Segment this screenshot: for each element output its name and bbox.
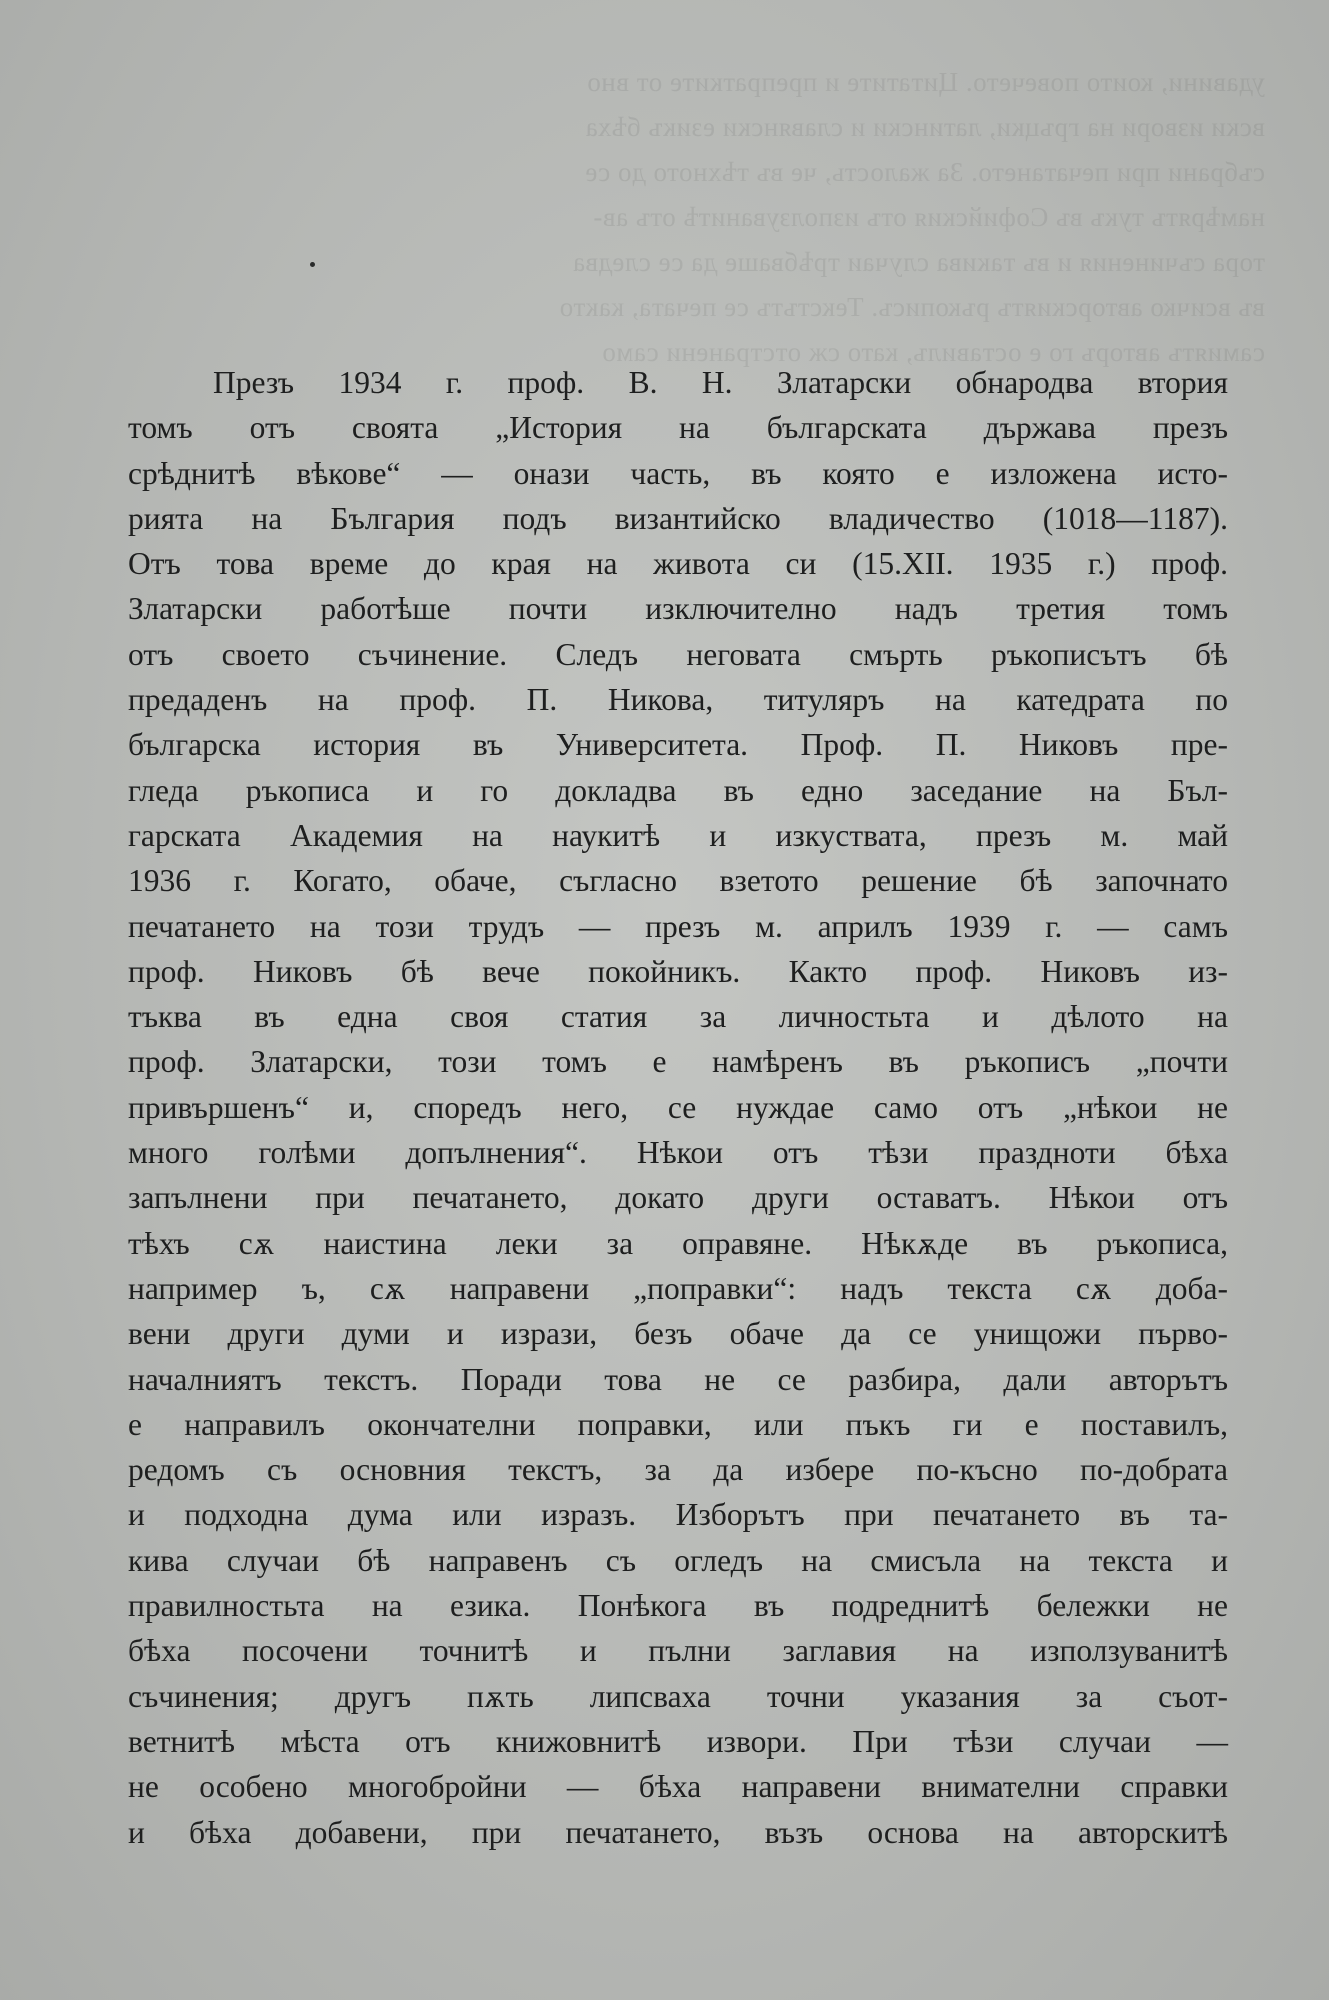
text-line: печатането на този трудъ — презъ м. априлъ 1939 г. — самъ xyxy=(128,908,1228,944)
ghost-line: въ всичко авторскиятъ ръкописъ. Текстътъ се печата, както xyxy=(559,292,1265,322)
text-line: предаденъ на проф. П. Никова, титуляръ на катедрата по xyxy=(128,682,1228,718)
text-line: тѣхъ сѫ наистина леки за оправяне. Нѣкѫде въ ръкописа, xyxy=(128,1225,1228,1261)
text-line: срѣднитѣ вѣкове“ — онази часть, въ която е изложена исто- xyxy=(128,455,1228,491)
ghost-line: събрани при печатането. За жалость, че въ тѣхното до се xyxy=(584,157,1265,187)
text-line: редомъ съ основния текстъ, за да избере по-късно по-добрата xyxy=(128,1452,1228,1488)
text-line: 1936 г. Когато, обаче, съгласно взетото решение бѣ започнато xyxy=(128,863,1228,899)
text-line: гледа ръкописа и го докладва въ едно заседание на Бъл- xyxy=(128,772,1228,808)
text-line: вени други думи и изрази, безъ обаче да се унищожи първо- xyxy=(128,1316,1228,1352)
text-line: гарската Академия на наукитѣ и изкуствата, презъ м. май xyxy=(128,817,1228,853)
text-line: запълнени при печатането, докато други оставатъ. Нѣкои отъ xyxy=(128,1180,1228,1216)
text-line: Презъ 1934 г. проф. В. Н. Златарски обнародва втория xyxy=(213,365,1228,400)
text-line: кива случаи бѣ направенъ съ огледъ на смисъла на текста и xyxy=(128,1542,1228,1578)
text-line: бѣха посочени точнитѣ и пълни заглавия на използуванитѣ xyxy=(128,1633,1228,1669)
text-line: привършенъ“ и, споредъ него, се нуждае само отъ „нѣкои не xyxy=(128,1089,1228,1125)
ghost-line: удавини, които повечето. Цитатите и препратките от вно xyxy=(586,67,1265,97)
text-line: отъ своето съчинение. Следъ неговата смърть ръкописътъ бѣ xyxy=(128,636,1228,672)
ghost-line: тора съчинения и въ такива случаи трѣбваше да се следва xyxy=(572,247,1265,277)
body-paragraph xyxy=(128,360,1228,1855)
text-line: началниятъ текстъ. Поради това не се разбира, дали авторътъ xyxy=(128,1361,1228,1397)
ghost-line: вски извори на гръцки, латински и славянски езикъ бѣха xyxy=(585,112,1265,142)
text-line: ветнитѣ мѣста отъ книжовнитѣ извори. При тѣзи случаи — xyxy=(128,1723,1228,1759)
text-line: тъква въ една своя статия за личностьта и дѣлото на xyxy=(128,999,1228,1035)
text-line: българска история въ Университета. Проф. П. Никовъ пре- xyxy=(128,727,1228,763)
text-line: правилностьта на езика. Понѣкога въ подреднитѣ бележки не xyxy=(128,1588,1228,1624)
text-line: проф. Никовъ бѣ вече покойникъ. Както проф. Никовъ из- xyxy=(128,953,1228,989)
text-line: и подходна дума или изразъ. Изборътъ при печатането въ та- xyxy=(128,1497,1228,1533)
text-line: много голѣми допълнения“. Нѣкои отъ тѣзи праздноти бѣха xyxy=(128,1135,1228,1171)
text-line: томъ отъ своята „История на българската държава презъ xyxy=(128,410,1228,446)
ink-speck xyxy=(310,262,315,267)
ghost-line: намѣрятъ тукъ въ Софийския отъ използуванитѣ отъ ав- xyxy=(592,202,1265,232)
text-line: и бѣха добавени, при печатането, възъ основа на авторскитѣ xyxy=(128,1814,1228,1850)
ghost-line: самиятъ авторъ го е оставилъ, като сж отстранени само xyxy=(601,337,1265,367)
text-line: е направилъ окончателни поправки, или пъкъ ги е поставилъ, xyxy=(128,1406,1228,1442)
text-line: съчинения; другъ пѫть липсваха точни указания за съот- xyxy=(128,1678,1228,1714)
text-line: проф. Златарски, този томъ е намѣренъ въ ръкописъ „почти xyxy=(128,1044,1228,1080)
text-line: Златарски работѣше почти изключително надъ третия томъ xyxy=(128,591,1228,627)
text-line: например ъ, сѫ направени „поправки“: надъ текста сѫ доба- xyxy=(128,1270,1228,1306)
text-line: рията на България подъ византийско владичество (1018—1187). xyxy=(128,500,1228,536)
text-line: Отъ това време до края на живота си (15.XII. 1935 г.) проф. xyxy=(128,546,1228,582)
text-line: не особено многобройни — бѣха направени внимателни справки xyxy=(128,1769,1228,1805)
show-through-text xyxy=(135,60,1265,375)
